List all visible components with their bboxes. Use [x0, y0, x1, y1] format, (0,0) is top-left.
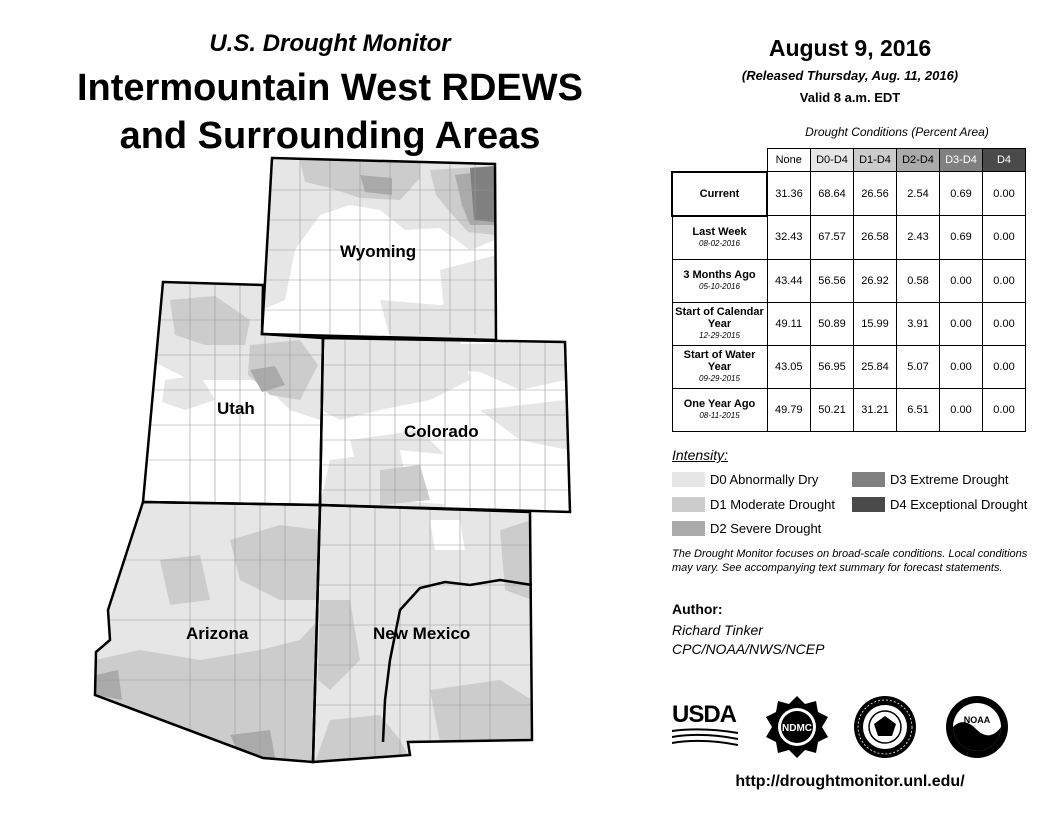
- cell: 67.57: [811, 216, 854, 260]
- table-row: [672, 259, 1026, 302]
- cell: 26.56: [854, 172, 897, 216]
- table-row: [672, 172, 1026, 216]
- svg-text:NOAA: NOAA: [963, 715, 991, 725]
- legend-label: D1 Moderate Drought: [710, 497, 836, 512]
- cell: 32.43: [767, 216, 811, 260]
- cell: 26.58: [854, 216, 897, 260]
- cell: 26.92: [854, 259, 897, 302]
- cell: 6.51: [897, 388, 940, 431]
- cell: 0.00: [983, 345, 1026, 388]
- cell: 0.00: [940, 388, 983, 431]
- legend-label: D2 Severe Drought: [710, 521, 822, 536]
- col-d4: D4: [983, 149, 1026, 172]
- author-heading: Author:: [672, 601, 723, 617]
- legend-swatch: [852, 472, 885, 487]
- cell: 0.58: [897, 259, 940, 302]
- noaa-logo: [944, 694, 1010, 760]
- table-row: [672, 388, 1026, 431]
- cell: 5.07: [897, 345, 940, 388]
- row-label: Start of Water Year 09-29-2015: [672, 345, 767, 388]
- col-d2-d4: D2-D4: [897, 149, 940, 172]
- label-new-mexico: New Mexico: [373, 624, 471, 643]
- table-row: [672, 345, 1026, 388]
- disclaimer-note: The Drought Monitor focuses on broad-scale conditions. Local conditions may vary. See accompanying text summary for forecast statements.: [672, 548, 1028, 574]
- label-utah: Utah: [217, 399, 255, 418]
- col-d1-d4: D1-D4: [854, 149, 897, 172]
- cell: 0.00: [983, 172, 1026, 216]
- author-org: CPC/NOAA/NWS/NCEP: [672, 641, 825, 657]
- drought-map: [0, 150, 660, 780]
- row-label: One Year Ago 08-11-2015: [672, 388, 767, 431]
- map-subtitle: U.S. Drought Monitor: [209, 30, 451, 57]
- release-date: (Released Thursday, Aug. 11, 2016): [741, 68, 959, 83]
- row-label: Last Week 08-02-2016: [672, 216, 767, 260]
- ndmc-logo: [764, 694, 830, 760]
- cell: 2.43: [897, 216, 940, 260]
- cell: 56.95: [811, 345, 854, 388]
- cell: 0.00: [940, 259, 983, 302]
- cell: 49.11: [767, 302, 811, 345]
- cell: 31.36: [767, 172, 811, 216]
- cell: 49.79: [767, 388, 811, 431]
- cell: 25.84: [854, 345, 897, 388]
- table-caption: Drought Conditions (Percent Area): [805, 125, 989, 139]
- cell: 0.00: [983, 302, 1026, 345]
- valid-time: Valid 8 a.m. EDT: [799, 90, 901, 105]
- author-name: Richard Tinker: [672, 622, 763, 638]
- table-header-row: [672, 149, 1026, 172]
- cell: 50.21: [811, 388, 854, 431]
- legend-label: D0 Abnormally Dry: [710, 472, 819, 487]
- label-arizona: Arizona: [186, 624, 249, 643]
- doc-seal-logo: [852, 694, 918, 760]
- legend-swatch: [672, 497, 705, 512]
- cell: 0.00: [940, 302, 983, 345]
- cell: 50.89: [811, 302, 854, 345]
- map-title-line1: Intermountain West RDEWS: [77, 67, 583, 109]
- usda-logo: USDA: [672, 703, 738, 749]
- legend-label: D3 Extreme Drought: [890, 472, 1009, 487]
- table-row: [672, 302, 1026, 345]
- col-d0-d4: D0-D4: [811, 149, 854, 172]
- cell: 15.99: [854, 302, 897, 345]
- label-colorado: Colorado: [404, 422, 479, 441]
- website-url[interactable]: http://droughtmonitor.unl.edu/: [735, 773, 965, 790]
- cell: 0.00: [983, 388, 1026, 431]
- svg-text:NDMC: NDMC: [782, 723, 812, 734]
- legend-title: Intensity:: [672, 447, 729, 463]
- cell: 0.00: [983, 259, 1026, 302]
- usda-swoosh-icon: [672, 727, 738, 747]
- cell: 0.00: [983, 216, 1026, 260]
- legend-swatch: [852, 497, 885, 512]
- cell: 2.54: [897, 172, 940, 216]
- row-label: Current: [672, 172, 767, 216]
- cell: 0.69: [940, 172, 983, 216]
- cell: 68.64: [811, 172, 854, 216]
- drought-stats-table: [671, 148, 1026, 432]
- cell: 43.05: [767, 345, 811, 388]
- legend-swatch: [672, 472, 705, 487]
- table-row: [672, 216, 1026, 260]
- valid-date: August 9, 2016: [768, 35, 932, 61]
- cell: 31.21: [854, 388, 897, 431]
- cell: 56.56: [811, 259, 854, 302]
- cell: 3.91: [897, 302, 940, 345]
- legend-swatch: [672, 521, 705, 536]
- row-label: 3 Months Ago 05-10-2016: [672, 259, 767, 302]
- row-label: Start of Calendar Year 12-29-2015: [672, 302, 767, 345]
- map-title-line2: and Surrounding Areas: [119, 115, 541, 157]
- col-d3-d4: D3-D4: [940, 149, 983, 172]
- label-wyoming: Wyoming: [340, 242, 417, 261]
- cell: 0.00: [940, 345, 983, 388]
- cell: 0.69: [940, 216, 983, 260]
- author-block: [672, 621, 824, 659]
- cell: 43.44: [767, 259, 811, 302]
- col-none: None: [767, 149, 811, 172]
- legend-label: D4 Exceptional Drought: [890, 497, 1028, 512]
